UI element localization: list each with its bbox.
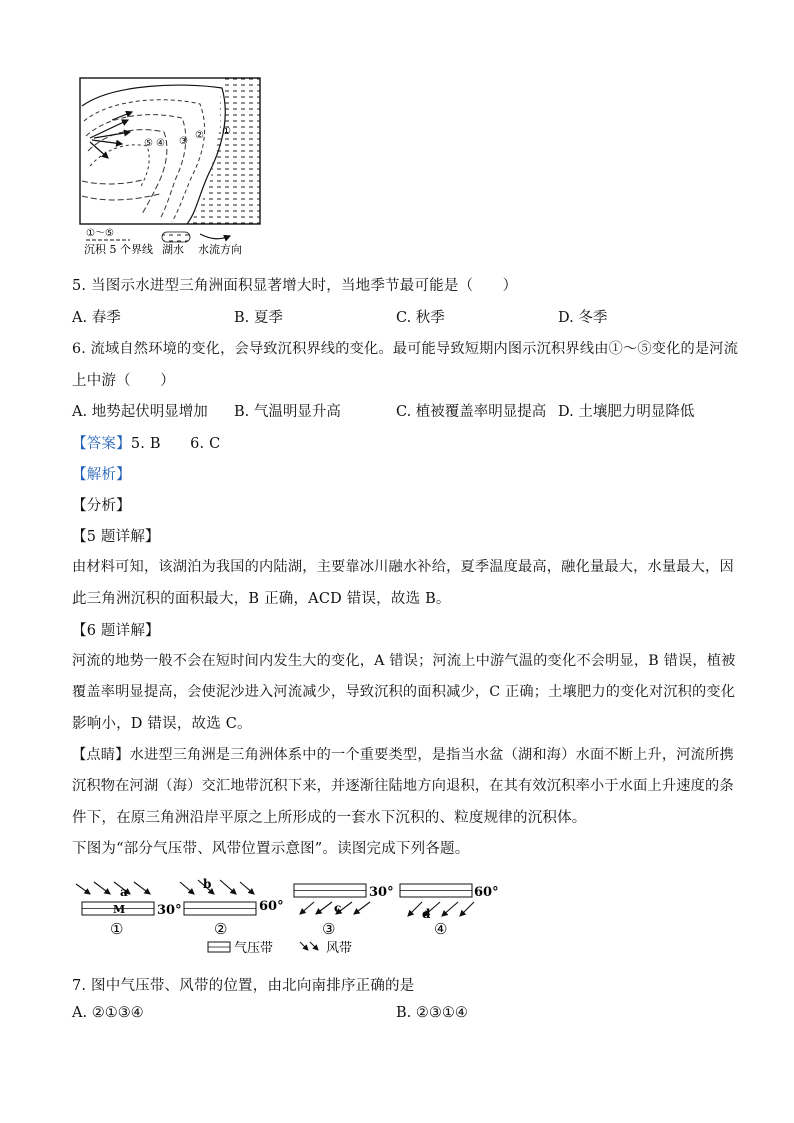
q6-detail-line3: 影响小，D 错误，故选 C。	[72, 716, 252, 732]
panel-3	[294, 884, 394, 938]
panel-2-num: ②	[214, 920, 228, 938]
panel-1-belt-label: M	[113, 903, 126, 916]
label-1: ①	[222, 126, 231, 137]
q7-option-a[interactable]: A. ②①③④	[72, 1005, 144, 1021]
legend-boundary-sym: ①～⑤	[86, 228, 114, 239]
panel-2-lat: 60°	[259, 899, 284, 914]
dianjing-text1: 水进型三角洲是三角洲体系中的一个重要类型，是指当水盆（湖和海）水面不断上升，河流所携	[129, 747, 734, 763]
delta-map-svg	[72, 76, 272, 266]
q6-option-b[interactable]: B. 气温明显升高	[234, 404, 341, 420]
q6-option-a[interactable]: A. 地势起伏明显增加	[72, 404, 208, 420]
pressure-belt-figure	[70, 872, 510, 960]
q5-option-b[interactable]: B. 夏季	[234, 310, 283, 326]
dianjing-heading: 【点睛】	[72, 747, 130, 763]
label-4: ④	[156, 138, 165, 149]
jiexi-heading: 【解析】	[72, 467, 131, 483]
q5-detail-line2: 此三角洲沉积的面积最大，B 正确，ACD 错误，故选 B。	[72, 591, 451, 607]
intro-line: 下图为“部分气压带、风带位置示意图”。读图完成下列各题。	[72, 841, 470, 857]
dianjing-line3: 件下，在原三角洲沿岸平原之上所形成的一套水下沉积的、粒度规律的沉积体。	[72, 810, 587, 826]
label-3: ③	[179, 136, 188, 147]
q5-option-c[interactable]: C. 秋季	[396, 310, 445, 326]
q6-detail-line1: 河流的地势一般不会在短时间内发生大的变化，A 错误；河流上中游气温的变化不会明显，B 错误，植被	[72, 653, 736, 669]
q6-stem-line1: 6. 流域自然环境的变化，会导致沉积界线的变化。最可能导致短期内图示沉积界线由①～⑤变化的是河流	[72, 341, 739, 357]
q7-option-b[interactable]: B. ②③①④	[396, 1005, 468, 1021]
legend-boundary-text: 沉积 5 个界线	[84, 243, 153, 256]
panel-1-letter: a	[120, 885, 128, 899]
panel-3-lat: 30°	[369, 885, 394, 900]
panel-3-letter: c	[334, 901, 342, 915]
answer-row	[72, 432, 220, 453]
fenxi-heading: 【分析】	[72, 498, 131, 514]
q6-detail-line2: 覆盖率明显提高，会使泥沙进入河流减少，导致沉积的面积减少，C 正确；土壤肥力的变化对沉积的变化	[72, 684, 736, 700]
label-2: ②	[195, 130, 204, 141]
q6-stem-line2: 上中游（ ）	[72, 373, 175, 389]
legend-flow-text: 水流方向	[198, 243, 242, 256]
panel-1-num: ①	[110, 920, 124, 938]
q5-option-d[interactable]: D. 冬季	[558, 310, 608, 326]
legend-lake-text: 湖水	[162, 243, 184, 256]
panel-4-lat: 60°	[474, 885, 499, 900]
panel-2	[180, 877, 284, 938]
panel-4-letter: d	[422, 907, 431, 921]
answer-text: 5. B 6. C	[130, 436, 221, 452]
q5-detail-heading: 【5 题详解】	[72, 529, 160, 545]
panel-4-num: ④	[434, 920, 448, 938]
pressure-belt-svg	[70, 872, 510, 960]
legend-belt-text: 气压带	[234, 941, 274, 956]
answer-label: 【答案】	[72, 436, 131, 452]
q5-stem: 5. 当图示水进型三角洲面积显著增大时，当地季节最可能是（ ）	[72, 278, 518, 294]
q7-stem: 7. 图中气压带、风带的位置，由北向南排序正确的是	[72, 978, 415, 994]
panel-3-num: ③	[322, 920, 336, 938]
q5-detail-line1: 由材料可知，该湖泊为我国的内陆湖，主要靠冰川融水补给，夏季温度最高，融化量最大，水量最大，因	[72, 559, 734, 575]
label-5: ⑤	[144, 138, 153, 149]
legend-wind-text: 风带	[326, 941, 353, 956]
q6-option-c[interactable]: C. 植被覆盖率明显提高	[396, 404, 547, 420]
panel-1-lat: 30°	[157, 903, 182, 918]
dianjing-line2: 沉积物在河湖（海）交汇地带沉积下来，并逐渐往陆地方向退积，在其有效沉积率小于水面上升速度的条	[72, 778, 734, 794]
delta-map-figure	[72, 76, 272, 266]
panel-1	[76, 882, 182, 938]
panel-2-letter: b	[203, 877, 212, 891]
q6-detail-heading: 【6 题详解】	[72, 623, 160, 639]
dianjing-line1	[72, 744, 734, 764]
q6-option-d[interactable]: D. 土壤肥力明显降低	[558, 404, 695, 420]
q5-option-a[interactable]: A. 春季	[72, 310, 121, 326]
panel-4	[400, 884, 499, 938]
belt-legend	[208, 940, 352, 956]
